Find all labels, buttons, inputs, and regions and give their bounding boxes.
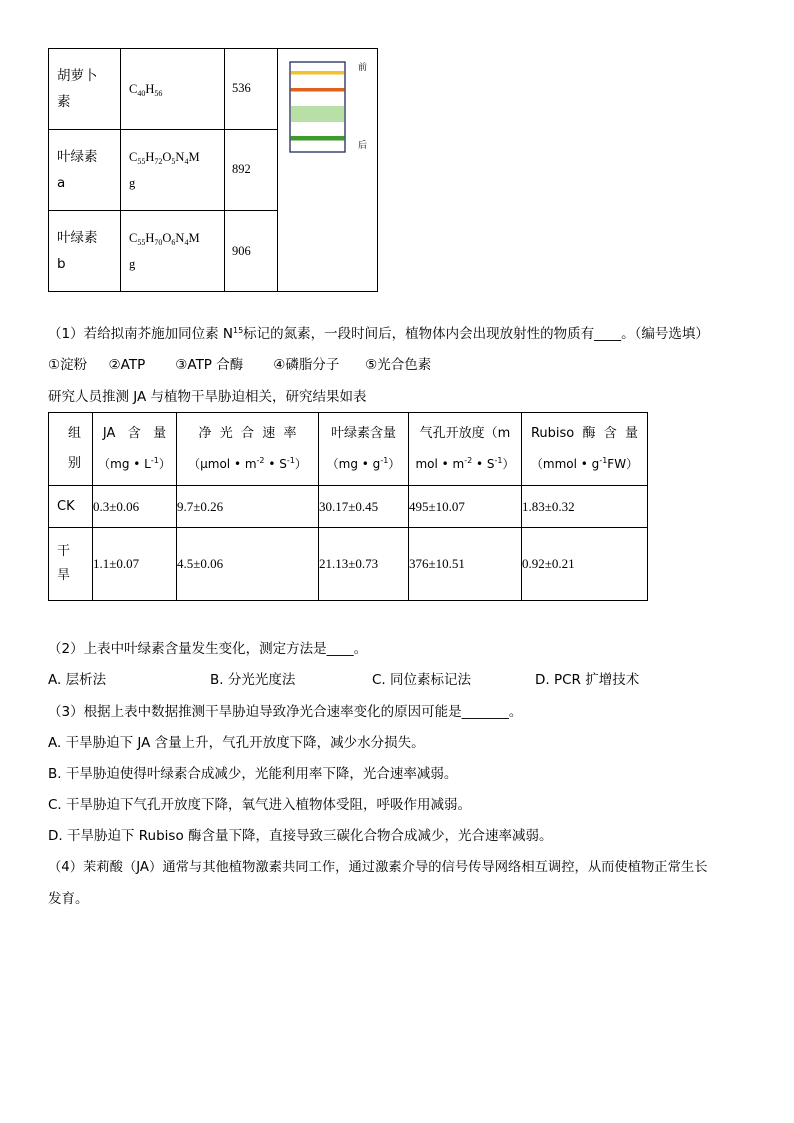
question-3-option-c: C. 干旱胁迫下气孔开放度下降，氧气进入植物体受阻，呼吸作用减弱。 bbox=[48, 797, 472, 813]
header-stomata: 气孔开放度（m mol • $m^{-2}$ • $S^{-1}$） bbox=[409, 413, 522, 486]
header-photosynthesis: 净 光 合 速 率 （μmol • $m^{-2}$ • $S^{-1}$） bbox=[177, 413, 319, 486]
question-2-option-c: C. 同位素标记法 bbox=[372, 672, 472, 688]
question-3-option-b: B. 干旱胁迫使得叶绿素合成减少，光能利用率下降，光合速率减弱。 bbox=[48, 766, 458, 782]
back-label: 后 bbox=[358, 141, 368, 151]
table-cell: 1.1±0.07 bbox=[93, 528, 177, 601]
chromatogram-cell bbox=[278, 49, 378, 292]
ja-drought-table bbox=[48, 412, 648, 601]
carotene-band bbox=[291, 71, 345, 75]
question-4-text: （4）茉莉酸（JA）通常与其他植物激素共同工作，通过激素介导的信号传导网络相互调控，从而使植物正常生长 bbox=[48, 860, 708, 875]
intro-text: 研究人员推测 JA 与植物干旱胁迫相关，研究结果如表 bbox=[48, 389, 367, 405]
question-3-option-a: A. 干旱胁迫下 JA 含量上升，气孔开放度下降，减少水分损失。 bbox=[48, 735, 425, 751]
table-header-row bbox=[49, 413, 648, 486]
front-label: 前 bbox=[358, 63, 368, 73]
question-4-text-cont: 发育。 bbox=[48, 891, 89, 907]
header-ja: JA 含 量 （mg • $L^{-1}$） bbox=[93, 413, 177, 486]
table-cell: 0.92±0.21 bbox=[522, 528, 648, 601]
table-cell: 30.17±0.45 bbox=[319, 486, 409, 528]
question-2-option-a: A. 层析法 bbox=[48, 672, 107, 688]
table-row bbox=[49, 486, 648, 528]
table-cell: 1.83±0.32 bbox=[522, 486, 648, 528]
chromatogram bbox=[278, 49, 377, 287]
pigment-mass: 892 bbox=[225, 129, 278, 211]
table-cell: 0.3±0.06 bbox=[93, 486, 177, 528]
pigment-formula: $C_{40}H_{56}$ bbox=[121, 49, 225, 130]
pigment-formula: $C_{55}H_{72}O_5N_4M$ g bbox=[121, 129, 225, 211]
question-3-text: （3）根据上表中数据推测干旱胁迫导致净光合速率变化的原因可能是_______。 bbox=[48, 704, 523, 720]
question-2-option-d: D. PCR 扩增技术 bbox=[535, 672, 640, 688]
question-2-option-b: B. 分光光度法 bbox=[210, 672, 296, 688]
pigment-mass: 906 bbox=[225, 211, 278, 292]
group-label: 干 旱 bbox=[49, 528, 93, 601]
table-cell: 376±10.51 bbox=[409, 528, 522, 601]
header-group: 组 别 bbox=[49, 413, 93, 486]
table-row bbox=[49, 528, 648, 601]
question-1-options: ①淀粉 ②ATP ③ATP 合酶 ④磷脂分子 ⑤光合色素 bbox=[48, 357, 432, 373]
header-rubisco: Rubiso 酶 含 量 （mmol • $g^{-1}FW$） bbox=[522, 413, 648, 486]
header-chlorophyll: 叶绿素含量 （mg • $g^{-1}$） bbox=[319, 413, 409, 486]
question-3-option-d: D. 干旱胁迫下 Rubiso 酶含量下降，直接导致三碳化合物合成减少，光合速率减弱。 bbox=[48, 828, 553, 844]
pigment-table bbox=[48, 48, 378, 292]
pigment-name: 叶绿素 a bbox=[49, 129, 121, 211]
pigment-name: 胡萝卜 素 bbox=[49, 49, 121, 130]
pigment-name: 叶绿素 b bbox=[49, 211, 121, 292]
pigment-row bbox=[49, 49, 378, 130]
table-cell: 21.13±0.73 bbox=[319, 528, 409, 601]
chlorophyll-a-band bbox=[291, 106, 345, 122]
table-cell: 9.7±0.26 bbox=[177, 486, 319, 528]
table-cell: 4.5±0.06 bbox=[177, 528, 319, 601]
pigment-formula: $C_{55}H_{70}O_6N_4M$ g bbox=[121, 211, 225, 292]
table-cell: 495±10.07 bbox=[409, 486, 522, 528]
xanthophyll-band bbox=[291, 88, 345, 92]
pigment-mass: 536 bbox=[225, 49, 278, 130]
question-1-text: （1）若给拟南芥施加同位素 $N^{15}$标记的氮素，一段时间后，植物体内会出现放射性的物质有____。（编号选填） bbox=[48, 326, 709, 342]
question-2-text: （2）上表中叶绿素含量发生变化，测定方法是____。 bbox=[48, 641, 368, 657]
chlorophyll-b-band bbox=[291, 136, 345, 141]
group-label: CK bbox=[49, 486, 93, 528]
